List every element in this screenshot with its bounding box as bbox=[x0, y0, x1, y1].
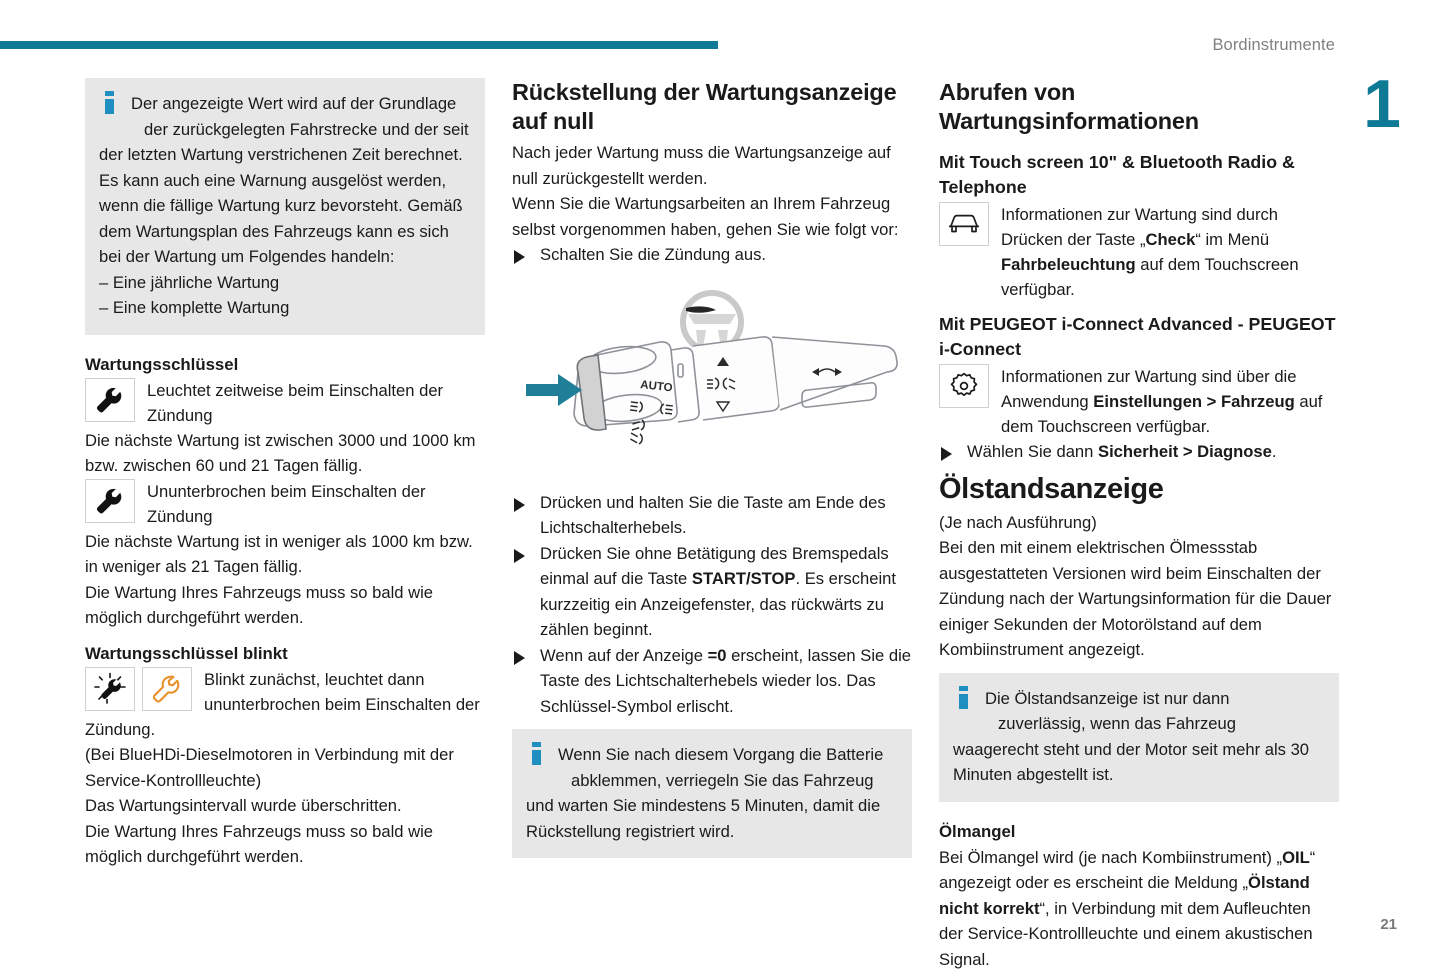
para-reset-intro-2: Wenn Sie die Wartungsarbeiten an Ihrem Fahrzeug selbst vorgenommen haben, gehen Sie wie folgt vor: bbox=[512, 191, 912, 242]
heading-wartungsschluessel-blinkt: Wartungsschlüssel blinkt bbox=[85, 641, 485, 666]
heading-oil-level-indicator: Ölstandsanzeige bbox=[939, 471, 1339, 507]
info-line-rest: waagerecht steht und der Motor seit mehr als 30 Minuten abgestellt ist. bbox=[953, 740, 1309, 785]
wrench-temporary-label: Leuchtet zeitweise beim Einschalten der Zündung bbox=[147, 378, 485, 428]
info-line-2: zuverlässig, wenn das Fahrzeug bbox=[998, 714, 1236, 733]
oil-incorrect-label: Ölstand nicht korrekt bbox=[939, 873, 1310, 918]
oil-label: OIL bbox=[1282, 848, 1310, 867]
column-2 bbox=[512, 78, 912, 972]
step-press-startstop: Drücken Sie ohne Betätigung des Bremspedals einmal auf die Taste START/STOP. Es erscheint kurzzeitig ein Anzeigefenster, das rückwärts zu zählen beginnt. bbox=[512, 541, 912, 643]
gear-icon bbox=[939, 364, 989, 408]
header-accent-bar bbox=[0, 41, 718, 49]
info-icon bbox=[532, 742, 541, 765]
running-title: Bordinstrumente bbox=[1212, 36, 1335, 55]
page-columns bbox=[85, 78, 1360, 972]
para-bluehdi: (Bei BlueHDi-Dieselmotoren in Verbindung mit der Service-Kontrollleuchte) bbox=[85, 742, 485, 793]
fahrbeleuchtung-label: Fahrbeleuchtung bbox=[1001, 255, 1136, 274]
info-line-1: Wenn Sie nach diesem Vorgang die Batterie bbox=[558, 745, 883, 764]
orange-wrench-icon bbox=[142, 667, 192, 711]
para-next-service-soon: Die nächste Wartung ist in weniger als 1000 km bzw. in weniger als 21 Tagen fällig. bbox=[85, 529, 485, 580]
para-oil-shortage: Bei Ölmangel wird (je nach Kombiinstrument) „OIL“ angezeigt oder es erscheint die Meldung „Ölstand nicht korrekt“, in Verbindung mit dem Aufleuchten der Service-Kontrollleuchte und einem akustischen Signal. bbox=[939, 845, 1339, 972]
info-icon bbox=[959, 686, 968, 709]
info-box-text bbox=[953, 686, 1325, 788]
page-number: 21 bbox=[1380, 916, 1397, 933]
wrench-blinking-row bbox=[85, 667, 485, 717]
info-box-text bbox=[99, 91, 471, 270]
wrench-continuous-label: Ununterbrochen beim Einschalten der Zündung bbox=[147, 479, 485, 529]
info-icon bbox=[105, 91, 114, 114]
heading-retrieve-service-info: Abrufen von Wartungsinformationen bbox=[939, 78, 1339, 136]
wrench-continuous-row bbox=[85, 479, 485, 529]
info-line-rest: und warten Sie mindestens 5 Minuten, damit die Rückstellung registriert wird. bbox=[526, 796, 880, 841]
touchscreen-info-row bbox=[939, 202, 1339, 302]
wrench-temporary-text bbox=[135, 378, 485, 428]
info-line-2: abklemmen, verriegeln Sie das Fahrzeug bbox=[571, 771, 874, 790]
info-box-text bbox=[526, 742, 898, 844]
subheading-oelmangel: Ölmangel bbox=[939, 819, 1339, 844]
info-box-oil-reliability bbox=[939, 673, 1339, 802]
light-stalk-illustration bbox=[512, 280, 912, 480]
touchscreen-info-para: Informationen zur Wartung sind durch Drücken der Taste „Check“ im Menü Fahrbeleuchtung auf dem Touchscreen verfügbar. bbox=[1001, 202, 1339, 302]
diagnose-path-label: Sicherheit > Diagnose bbox=[1098, 442, 1272, 461]
blinking-wrench-icon bbox=[85, 667, 135, 711]
wrench-temporary-row bbox=[85, 378, 485, 428]
para-version-dependent: (Je nach Ausführung) bbox=[939, 510, 1339, 536]
car-front-icon bbox=[939, 202, 989, 246]
wrench-blinking-label: Blinkt zunächst, leuchtet dann ununterbrochen beim Einschalten der bbox=[204, 667, 485, 717]
column-1 bbox=[85, 78, 485, 972]
wrench-icon bbox=[85, 479, 135, 523]
svg-text:AUTO: AUTO bbox=[640, 379, 674, 394]
para-service-asap-1: Die Wartung Ihres Fahrzeugs muss so bald wie möglich durchgeführt werden. bbox=[85, 580, 485, 631]
step-press-hold-button: Drücken und halten Sie die Taste am Ende des Lichtschalterhebels. bbox=[512, 490, 912, 541]
chapter-number: 1 bbox=[1363, 70, 1399, 138]
para-zuendung: Zündung. bbox=[85, 717, 485, 743]
info-box-battery bbox=[512, 729, 912, 858]
wrench-blinking-text bbox=[192, 667, 485, 717]
info-bullet-1: – Eine jährliche Wartung bbox=[99, 270, 471, 296]
info-box-maintenance-value bbox=[85, 78, 485, 335]
step-switch-off-ignition: Schalten Sie die Zündung aus. bbox=[512, 242, 912, 268]
info-line-2: der zurückgelegten Fahrstrecke und der seit bbox=[144, 120, 469, 139]
startstop-label: START/STOP bbox=[692, 569, 796, 588]
para-reset-intro-1: Nach jeder Wartung muss die Wartungsanzeige auf null zurückgestellt werden. bbox=[512, 140, 912, 191]
touchscreen-info-text bbox=[989, 202, 1339, 302]
iconnect-info-text bbox=[989, 364, 1339, 439]
column-3 bbox=[939, 78, 1339, 972]
heading-wartungsschluessel: Wartungsschlüssel bbox=[85, 352, 485, 377]
info-bullet-2: – Eine komplette Wartung bbox=[99, 295, 471, 321]
step-release-at-zero: Wenn auf der Anzeige =0 erscheint, lassen Sie die Taste des Lichtschalterhebels wieder los. Das Schlüssel-Symbol erlischt. bbox=[512, 643, 912, 720]
iconnect-info-para: Informationen zur Wartung sind über die Anwendung Einstellungen > Fahrzeug auf dem Touchscreen verfügbar. bbox=[1001, 364, 1339, 439]
check-button-label: Check bbox=[1146, 230, 1196, 249]
heading-reset-service-indicator: Rückstellung der Wartungsanzeige auf null bbox=[512, 78, 912, 136]
info-line-rest: der letzten Wartung verstrichenen Zeit berechnet. Es kann auch eine Warnung ausgelöst werden, wenn die fällige Wartung kurz bevorsteht. Gemäß dem Wartungsplan des Fahrzeugs kann es sich bei der Wartung um Folgendes handeln: bbox=[99, 145, 463, 266]
para-next-service-range: Die nächste Wartung ist zwischen 3000 und 1000 km bzw. zwischen 60 und 21 Tagen fällig. bbox=[85, 428, 485, 479]
zero-label: =0 bbox=[708, 646, 727, 665]
para-service-asap-2: Die Wartung Ihres Fahrzeugs muss so bald wie möglich durchgeführt werden. bbox=[85, 819, 485, 870]
wrench-icon bbox=[85, 378, 135, 422]
iconnect-info-row bbox=[939, 364, 1339, 439]
info-line-1: Der angezeigte Wert wird auf der Grundlage bbox=[131, 94, 456, 113]
subheading-touchscreen: Mit Touch screen 10" & Bluetooth Radio & Telephone bbox=[939, 150, 1339, 200]
subheading-iconnect: Mit PEUGEOT i-Connect Advanced - PEUGEOT i-Connect bbox=[939, 312, 1339, 362]
wrench-icon-pair bbox=[85, 667, 192, 711]
settings-path-label: Einstellungen > Fahrzeug bbox=[1093, 392, 1294, 411]
info-line-1: Die Ölstandsanzeige ist nur dann bbox=[985, 689, 1229, 708]
para-oil-dipstick: Bei den mit einem elektrischen Ölmessstab ausgestatteten Versionen wird beim Einschalten der Zündung nach der Wartungsinformation für die Dauer einiger Sekunden der Motorölstand auf dem Kombiinstrument angezeigt. bbox=[939, 535, 1339, 663]
step-select-diagnose: Wählen Sie dann Sicherheit > Diagnose. bbox=[939, 439, 1339, 465]
para-interval-exceeded: Das Wartungsintervall wurde überschritten. bbox=[85, 793, 485, 819]
wrench-continuous-text bbox=[135, 479, 485, 529]
